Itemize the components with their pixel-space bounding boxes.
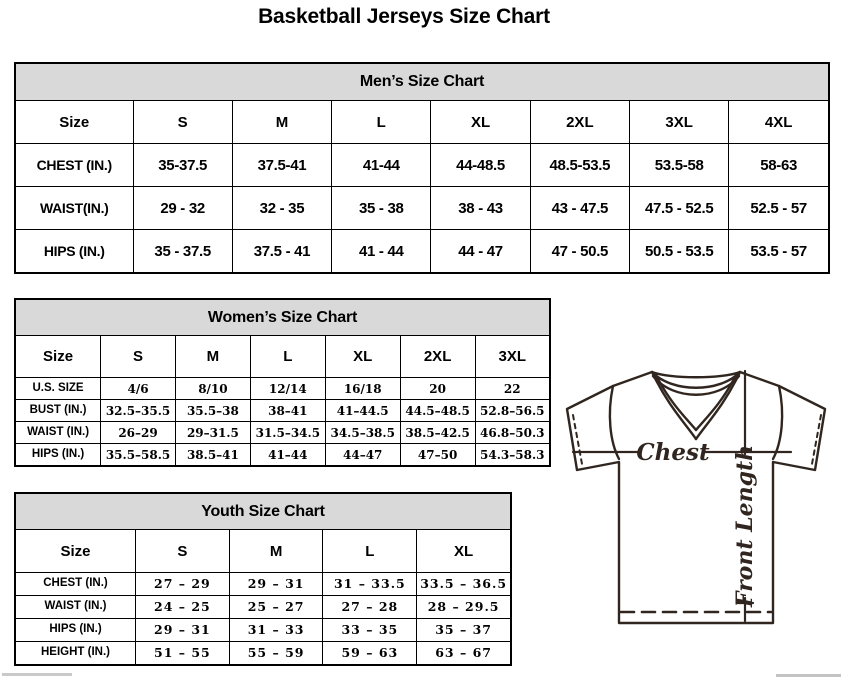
mens-col-2xl: 2XL [530, 101, 629, 144]
size-value-cell: 35 - 37.5 [133, 230, 232, 274]
size-value-cell: 43 - 47.5 [530, 187, 629, 230]
horizontal-scrollbar-fragment-left[interactable] [2, 673, 72, 676]
womens-table-title-row [15, 299, 550, 336]
youth-table-header-row [15, 530, 511, 573]
size-value-cell: 44-48.5 [431, 144, 530, 187]
womens-table-title: Women’s Size Chart [15, 299, 550, 336]
size-value-cell: 59 – 63 [323, 642, 417, 666]
size-value-cell: 31 – 33 [229, 619, 323, 642]
youth-hips-row [15, 619, 511, 642]
horizontal-scrollbar-fragment-right[interactable] [776, 674, 841, 677]
size-value-cell: 35.5–58.5 [101, 444, 176, 467]
youth-col-s: S [136, 530, 230, 573]
jersey-outline [567, 372, 825, 623]
size-value-cell: 41–44 [250, 444, 325, 467]
mens-waist-row [15, 187, 829, 230]
size-value-cell: 41-44 [332, 144, 431, 187]
youth-col-m: M [229, 530, 323, 573]
size-value-cell: 38 - 43 [431, 187, 530, 230]
mens-col-m: M [232, 101, 331, 144]
size-value-cell: 54.3–58.3 [475, 444, 550, 467]
row-label: HEIGHT (IN.) [15, 642, 136, 666]
row-label: BUST (IN.) [15, 400, 101, 422]
youth-col-l: L [323, 530, 417, 573]
youth-size-table [14, 492, 512, 666]
womens-col-size: Size [15, 336, 101, 378]
size-value-cell: 22 [475, 378, 550, 400]
size-value-cell: 53.5 - 57 [729, 230, 829, 274]
mens-table-header-row [15, 101, 829, 144]
womens-hips-row [15, 444, 550, 467]
size-value-cell: 52.5 - 57 [729, 187, 829, 230]
mens-col-l: L [332, 101, 431, 144]
size-value-cell: 37.5 - 41 [232, 230, 331, 274]
size-value-cell: 47–50 [400, 444, 475, 467]
size-value-cell: 29–31.5 [175, 422, 250, 444]
size-value-cell: 32.5–35.5 [101, 400, 176, 422]
jersey-measurement-diagram [555, 362, 843, 662]
mens-table-title: Men’s Size Chart [15, 63, 829, 101]
row-label: U.S. SIZE [15, 378, 101, 400]
womens-col-xl: XL [325, 336, 400, 378]
mens-col-size: Size [15, 101, 133, 144]
row-label: CHEST (IN.) [15, 573, 136, 596]
size-value-cell: 4/6 [101, 378, 176, 400]
mens-col-4xl: 4XL [729, 101, 829, 144]
size-value-cell: 41–44.5 [325, 400, 400, 422]
size-value-cell: 32 - 35 [232, 187, 331, 230]
size-value-cell: 31.5–34.5 [250, 422, 325, 444]
mens-hips-row [15, 230, 829, 274]
size-value-cell: 33.5 – 36.5 [417, 573, 511, 596]
row-label: HIPS (IN.) [15, 230, 133, 274]
size-value-cell: 27 – 29 [136, 573, 230, 596]
size-value-cell: 27 – 28 [323, 596, 417, 619]
size-value-cell: 51 – 55 [136, 642, 230, 666]
size-value-cell: 41 - 44 [332, 230, 431, 274]
size-value-cell: 47 - 50.5 [530, 230, 629, 274]
size-value-cell: 58-63 [729, 144, 829, 187]
youth-waist-row [15, 596, 511, 619]
size-value-cell: 35-37.5 [133, 144, 232, 187]
youth-chest-row [15, 573, 511, 596]
row-label: CHEST (IN.) [15, 144, 133, 187]
womens-bust-row [15, 400, 550, 422]
size-value-cell: 31 – 33.5 [323, 573, 417, 596]
row-label: WAIST(IN.) [15, 187, 133, 230]
size-value-cell: 8/10 [175, 378, 250, 400]
size-value-cell: 55 – 59 [229, 642, 323, 666]
size-value-cell: 38–41 [250, 400, 325, 422]
size-value-cell: 53.5-58 [630, 144, 729, 187]
size-value-cell: 28 – 29.5 [417, 596, 511, 619]
size-value-cell: 37.5-41 [232, 144, 331, 187]
womens-table-header-row [15, 336, 550, 378]
size-value-cell: 50.5 - 53.5 [630, 230, 729, 274]
mens-size-table [14, 62, 830, 274]
size-value-cell: 38.5–42.5 [400, 422, 475, 444]
size-value-cell: 33 – 35 [323, 619, 417, 642]
size-value-cell: 52.8–56.5 [475, 400, 550, 422]
size-value-cell: 25 – 27 [229, 596, 323, 619]
size-value-cell: 44.5–48.5 [400, 400, 475, 422]
size-value-cell: 24 – 25 [136, 596, 230, 619]
womens-waist-row [15, 422, 550, 444]
size-value-cell: 44–47 [325, 444, 400, 467]
page-title: Basketball Jerseys Size Chart [258, 5, 550, 28]
womens-size-table [14, 298, 551, 467]
size-value-cell: 35 – 37 [417, 619, 511, 642]
size-value-cell: 48.5-53.5 [530, 144, 629, 187]
size-value-cell: 12/14 [250, 378, 325, 400]
womens-col-2xl: 2XL [400, 336, 475, 378]
womens-us-size-row [15, 378, 550, 400]
youth-table-title-row [15, 493, 511, 530]
womens-col-3xl: 3XL [475, 336, 550, 378]
womens-col-s: S [101, 336, 176, 378]
youth-col-size: Size [15, 530, 136, 573]
womens-col-l: L [250, 336, 325, 378]
row-label: WAIST (IN.) [15, 596, 136, 619]
size-value-cell: 35 - 38 [332, 187, 431, 230]
chest-label: Chest [636, 439, 710, 466]
size-value-cell: 16/18 [325, 378, 400, 400]
womens-col-m: M [175, 336, 250, 378]
size-value-cell: 29 - 32 [133, 187, 232, 230]
youth-table-title: Youth Size Chart [15, 493, 511, 530]
size-value-cell: 34.5–38.5 [325, 422, 400, 444]
size-value-cell: 63 – 67 [417, 642, 511, 666]
youth-height-row [15, 642, 511, 666]
size-value-cell: 26–29 [101, 422, 176, 444]
mens-chest-row [15, 144, 829, 187]
row-label: WAIST (IN.) [15, 422, 101, 444]
row-label: HIPS (IN.) [15, 619, 136, 642]
mens-col-xl: XL [431, 101, 530, 144]
size-value-cell: 29 – 31 [229, 573, 323, 596]
size-value-cell: 29 – 31 [136, 619, 230, 642]
mens-col-3xl: 3XL [630, 101, 729, 144]
mens-table-title-row [15, 63, 829, 101]
mens-col-s: S [133, 101, 232, 144]
row-label: HIPS (IN.) [15, 444, 101, 467]
size-value-cell: 20 [400, 378, 475, 400]
size-value-cell: 46.8–50.3 [475, 422, 550, 444]
size-value-cell: 44 - 47 [431, 230, 530, 274]
size-value-cell: 38.5–41 [175, 444, 250, 467]
youth-col-xl: XL [417, 530, 511, 573]
size-value-cell: 47.5 - 52.5 [630, 187, 729, 230]
front-length-label: Front Length [732, 444, 758, 608]
size-value-cell: 35.5–38 [175, 400, 250, 422]
